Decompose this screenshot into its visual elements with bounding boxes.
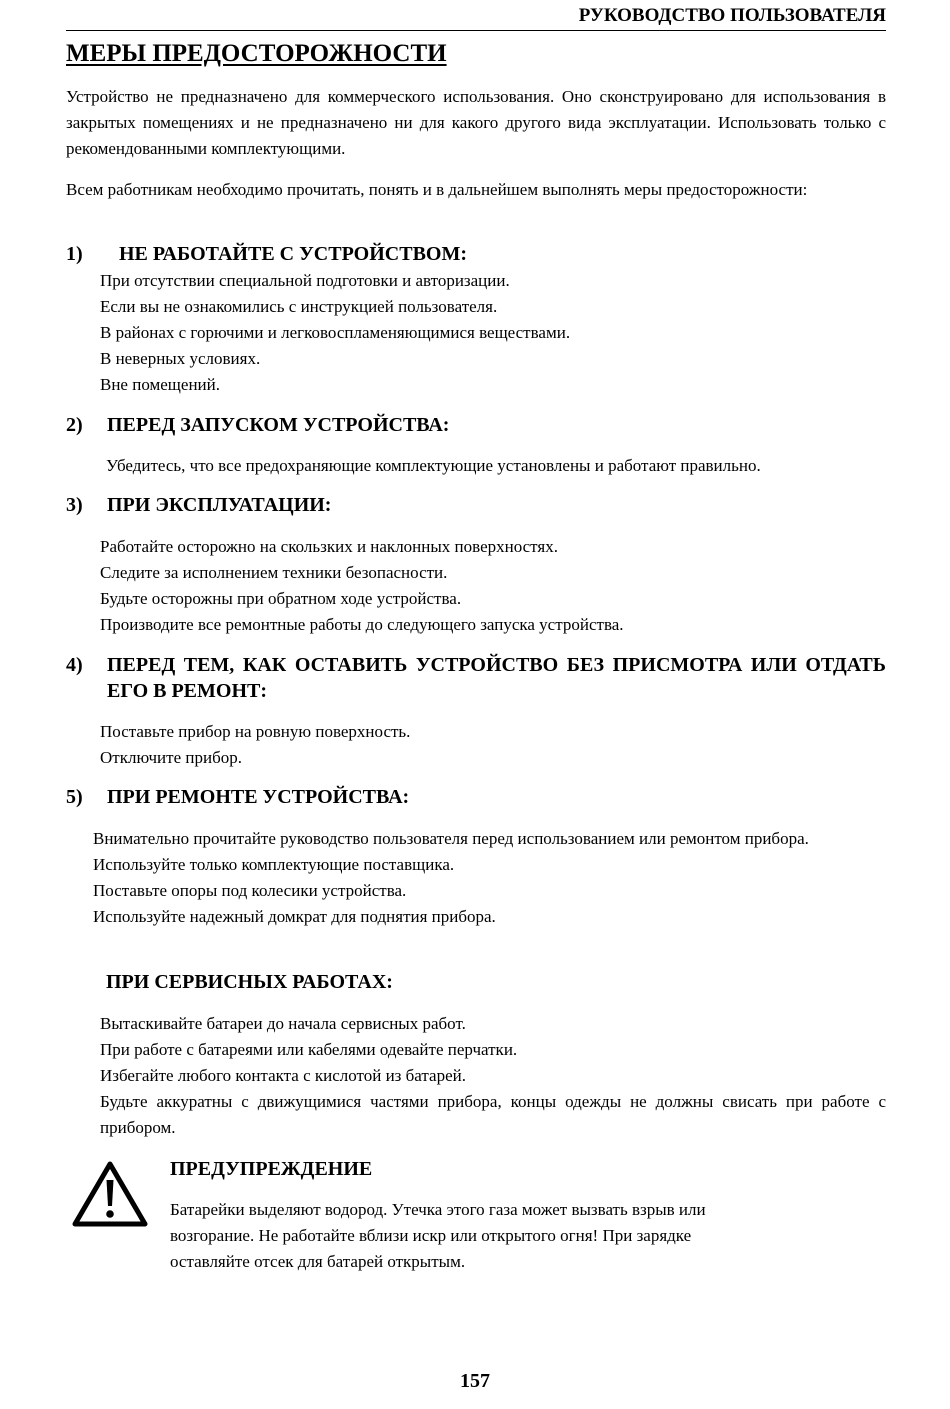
section-heading-text: ПРИ РЕМОНТЕ УСТРОЙСТВА: — [107, 786, 410, 808]
section-heading-text: ПРИ СЕРВИСНЫХ РАБОТАХ: — [106, 971, 393, 993]
section-number: 5) — [66, 786, 83, 808]
page-number: 157 — [460, 1370, 490, 1392]
section-5-list — [93, 826, 886, 930]
intro-paragraph-2: Всем работникам необходимо прочитать, понять и в дальнейшем выполнять меры предосторожности: — [66, 180, 808, 199]
list-item: Будьте осторожны при обратном ходе устройства. — [100, 589, 462, 608]
section-number: 1) — [66, 243, 83, 265]
section-number: 2) — [66, 414, 83, 436]
list-item: При отсутствии специальной подготовки и авторизации. — [100, 271, 510, 290]
list-item: Поставьте прибор на ровную поверхность. — [100, 722, 411, 741]
list-item: Следите за исполнением техники безопасности. — [100, 563, 448, 582]
list-item: Отключите прибор. — [100, 748, 242, 767]
warning-title: ПРЕДУПРЕЖДЕНИЕ — [170, 1158, 373, 1180]
section-heading-text: ПРИ ЭКСПЛУАТАЦИИ: — [107, 494, 332, 516]
list-item: Внимательно прочитайте руководство пользователя перед использованием или ремонтом прибора. — [93, 829, 809, 848]
warning-line: оставляйте отсек для батарей открытым. — [170, 1252, 466, 1271]
list-item: Производите все ремонтные работы до следующего запуска устройства. — [100, 615, 624, 634]
list-item: Будьте аккуратны с движущимися частями прибора, концы одежды не должны свисать при работе с прибором. — [100, 1092, 886, 1137]
section-heading-text: НЕ РАБОТАЙТЕ С УСТРОЙСТВОМ: — [119, 243, 467, 265]
section-1-list — [100, 268, 570, 398]
page-title: МЕРЫ ПРЕДОСТОРОЖНОСТИ — [66, 40, 447, 67]
list-item: Вытаскивайте батареи до начала сервисных работ. — [100, 1014, 466, 1033]
section-number: 3) — [66, 494, 83, 516]
list-item: При работе с батареями или кабелями одевайте перчатки. — [100, 1040, 518, 1059]
section-2-list — [106, 453, 761, 479]
warning-triangle-icon — [72, 1160, 148, 1228]
running-header-title: РУКОВОДСТВО ПОЛЬЗОВАТЕЛЯ — [578, 5, 886, 26]
service-section-list — [100, 1011, 886, 1141]
warning-line: Батарейки выделяют водород. Утечка этого газа может вызвать взрыв или — [170, 1200, 706, 1219]
list-item: Работайте осторожно на скользких и наклонных поверхностях. — [100, 537, 558, 556]
warning-text — [170, 1197, 706, 1275]
list-item: Избегайте любого контакта с кислотой из батарей. — [100, 1066, 466, 1085]
section-3-list — [100, 534, 624, 638]
warning-line: возгорание. Не работайте вблизи искр или открытого огня! При зарядке — [170, 1226, 692, 1245]
section-heading-text: ПЕРЕД ЗАПУСКОМ УСТРОЙСТВА: — [107, 414, 450, 436]
list-item: В неверных условиях. — [100, 349, 261, 368]
section-heading-text: ПЕРЕД ТЕМ, КАК ОСТАВИТЬ УСТРОЙСТВО БЕЗ ПРИСМОТРА ИЛИ ОТДАТЬ ЕГО В РЕМОНТ: — [107, 654, 886, 702]
section-number: 4) — [66, 654, 83, 676]
list-item: Используйте надежный домкрат для поднятия прибора. — [93, 907, 496, 926]
list-item: Если вы не ознакомились с инструкцией пользователя. — [100, 297, 498, 316]
list-item: Вне помещений. — [100, 375, 220, 394]
section-4-list — [100, 719, 410, 771]
list-item: Убедитесь, что все предохраняющие комплектующие установлены и работают правильно. — [106, 456, 761, 475]
list-item: В районах с горючими и легковоспламеняющимися веществами. — [100, 323, 571, 342]
intro-paragraph-1: Устройство не предназначено для коммерческого использования. Оно сконструировано для использования в закрытых помещениях и не предназначено ни для какого другого вида эксплуатации. Использовать только с рекомендованными комплектующими. — [66, 87, 886, 158]
list-item: Используйте только комплектующие поставщика. — [93, 855, 455, 874]
running-header — [66, 4, 886, 31]
list-item: Поставьте опоры под колесики устройства. — [93, 881, 407, 900]
